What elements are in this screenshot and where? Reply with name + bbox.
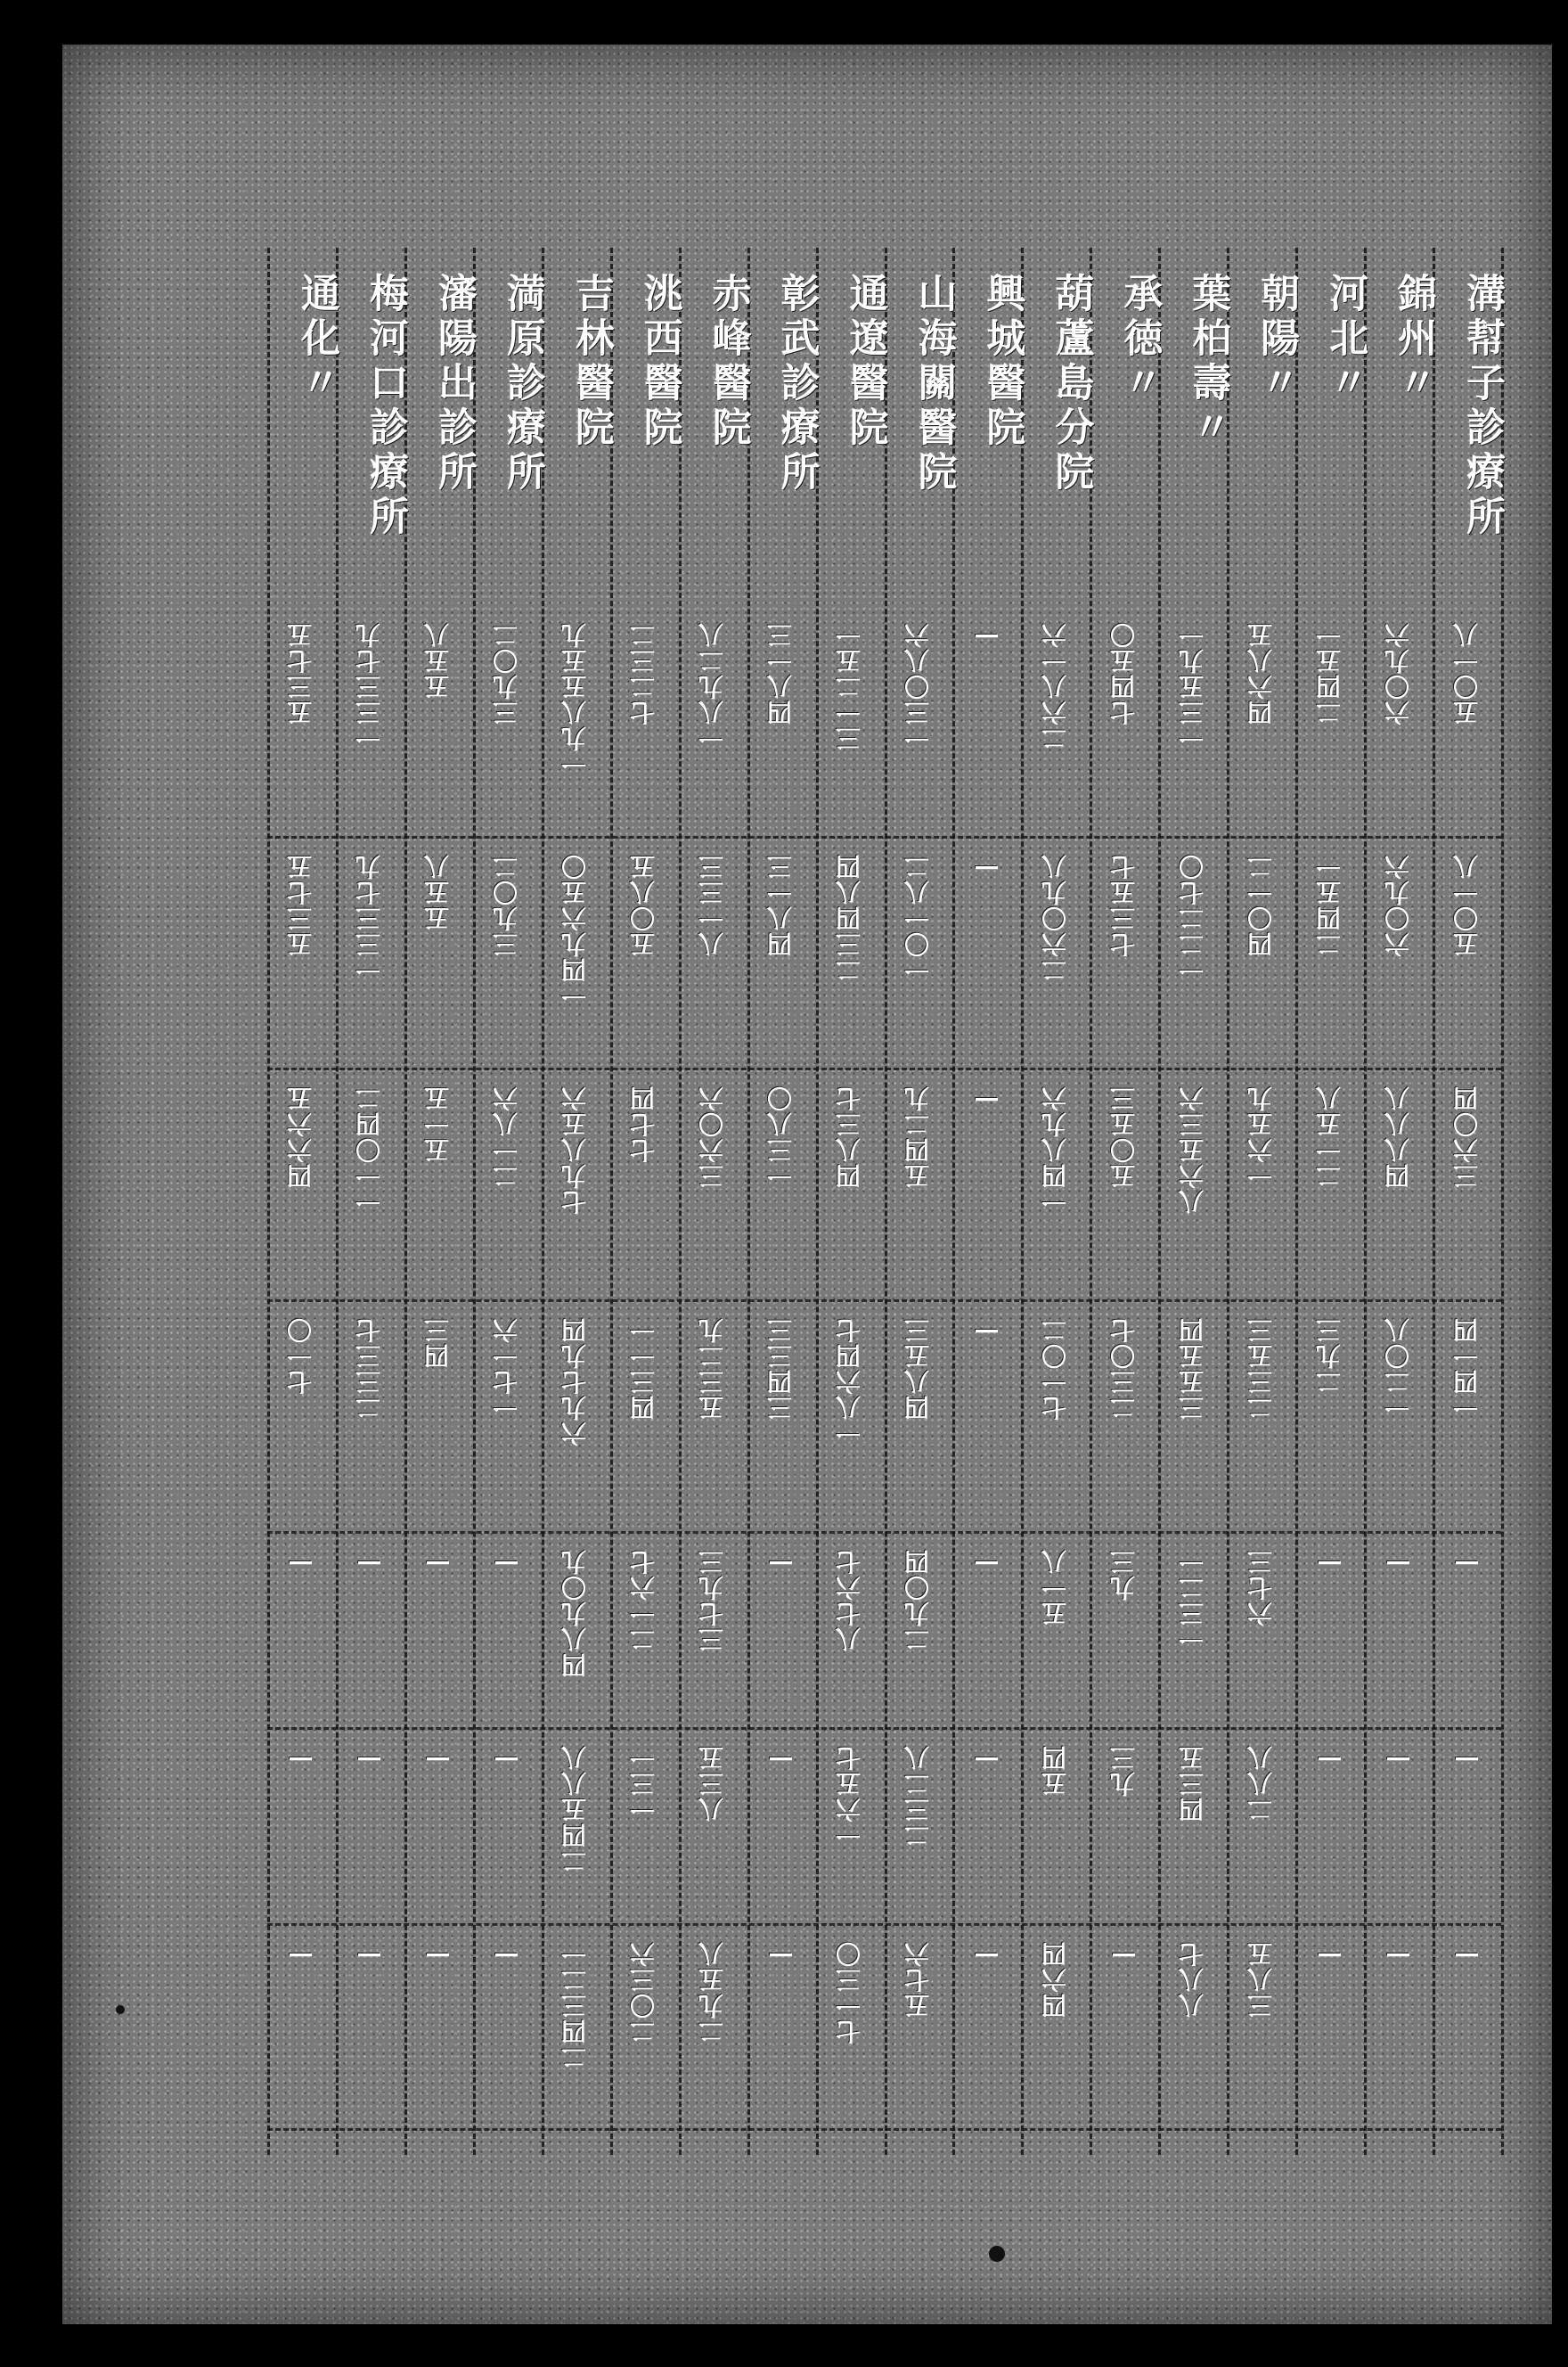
value-cell [1227, 1085, 1295, 1282]
value-text: 一三三七九 [355, 622, 385, 751]
value-text: 四八五三 [902, 1317, 933, 1421]
value-text: — [355, 1549, 385, 1579]
statistics-table [267, 248, 1505, 2155]
value-text: — [971, 1085, 1001, 1116]
value-text: — [492, 1745, 522, 1775]
value-cell [1364, 1941, 1433, 2110]
value-text: — [1451, 1745, 1482, 1775]
value-text: 三九〇二 [492, 854, 522, 957]
facility-name: 吉林醫院 [568, 273, 614, 451]
value-cell [679, 1941, 747, 2110]
value-text: 三七九三 [698, 1549, 728, 1652]
value-cell [1295, 1549, 1364, 1709]
value-text: 一六五七 [835, 1745, 865, 1848]
value-text: — [971, 1549, 1001, 1579]
value-text: 五五八 [423, 622, 453, 700]
value-cell [679, 1085, 747, 1282]
facility-name: 満原診療所 [499, 273, 545, 496]
value-text: 七一三〇 [835, 1941, 865, 2044]
facility-name: 通遼醫院 [842, 273, 888, 451]
facility-name: 瀋陽出診所 [430, 273, 477, 496]
value-text: 五〇一八 [1451, 854, 1482, 957]
value-text: — [971, 854, 1001, 884]
value-cell [885, 1085, 953, 1282]
value-cell [610, 854, 679, 1050]
value-text: — [1314, 1745, 1344, 1775]
value-cell [1227, 1549, 1295, 1709]
value-cell [816, 1745, 885, 1905]
value-cell [1433, 1745, 1501, 1905]
value-cell [336, 1941, 404, 2110]
value-text: — [423, 1745, 453, 1775]
value-text: 九三 [1108, 1549, 1139, 1601]
value-text: 八八七 [1177, 1941, 1207, 2019]
facility-name: 河北〃 [1322, 273, 1368, 406]
value-text: 四八九〇九 [560, 1549, 591, 1678]
value-text: 二九五八 [698, 1941, 728, 2044]
value-cell [679, 854, 747, 1050]
value-text: — [355, 1941, 385, 1971]
value-cell [747, 854, 816, 1050]
value-cell [1364, 622, 1433, 818]
table-column [473, 248, 545, 2155]
value-cell [1295, 1941, 1364, 2110]
value-text: 七一〇二 [1040, 1317, 1070, 1421]
value-text: 二四五一 [1314, 854, 1344, 957]
document-page [62, 45, 1552, 2324]
table-column [610, 248, 682, 2155]
value-cell [1021, 1317, 1090, 1513]
value-cell [267, 1085, 336, 1282]
value-cell [1433, 1085, 1501, 1282]
table-column [747, 248, 820, 2155]
value-cell [952, 1549, 1021, 1709]
value-text: — [1383, 1941, 1413, 1971]
value-text: 一三八〇 [766, 1085, 796, 1189]
table-column [542, 248, 614, 2155]
value-text: 二三〇七 [1108, 1317, 1139, 1421]
value-text: 八三五 [698, 1745, 728, 1822]
value-text: — [1383, 1745, 1413, 1775]
value-text: 一三一 [629, 1745, 659, 1822]
value-cell [404, 1085, 473, 1282]
value-text: 一八六四七 [835, 1317, 865, 1446]
value-text: 一四八九六 [1040, 1085, 1070, 1215]
value-text: 一一〇四二 [355, 1085, 385, 1215]
value-cell [473, 1085, 542, 1282]
value-text: 五四二九 [902, 1085, 933, 1189]
value-cell [1433, 622, 1501, 818]
value-cell [610, 1941, 679, 2110]
value-cell [1227, 1745, 1295, 1905]
value-text: 七四五〇 [1108, 622, 1139, 725]
value-text: 一二〇八 [1383, 1317, 1413, 1421]
value-text: 七九八五六 [560, 1085, 591, 1215]
value-text: — [766, 1941, 796, 1971]
value-cell [1158, 1085, 1227, 1282]
value-text: 五一五 [423, 1085, 453, 1163]
value-cell [885, 1745, 953, 1905]
value-text: 四三五 [1177, 1745, 1207, 1822]
value-text: 二三三七 [355, 1317, 385, 1421]
value-cell [885, 1941, 953, 2110]
value-text: 四八三七 [835, 1085, 865, 1189]
value-cell [1227, 1317, 1295, 1513]
value-cell [1295, 622, 1364, 818]
value-cell [1433, 854, 1501, 1050]
value-text: 二四五八八 [560, 1745, 591, 1874]
value-cell [542, 1745, 610, 1905]
value-cell [1021, 1549, 1090, 1709]
value-cell [404, 622, 473, 818]
facility-name: 溝幇子診療所 [1458, 273, 1505, 540]
value-text: — [971, 1317, 1001, 1347]
value-text: — [355, 1745, 385, 1775]
value-cell [1364, 1745, 1433, 1905]
value-text: 三五五四 [1177, 1317, 1207, 1421]
value-cell [1295, 1745, 1364, 1905]
value-cell [267, 1317, 336, 1513]
value-cell [885, 1317, 953, 1513]
value-cell [679, 1745, 747, 1905]
value-text: — [286, 1549, 316, 1579]
value-cell [267, 854, 336, 1050]
value-text: — [1451, 1941, 1482, 1971]
value-cell [473, 854, 542, 1050]
value-cell [542, 854, 610, 1050]
value-cell [542, 1549, 610, 1709]
value-text: 五三七五 [286, 622, 316, 725]
value-cell [816, 622, 885, 818]
table-column [1364, 248, 1437, 2155]
value-cell [1295, 854, 1364, 1050]
value-cell [816, 1941, 885, 2110]
value-cell [610, 1317, 679, 1513]
value-text: 五〇五三 [1108, 1085, 1139, 1189]
value-cell [1433, 1941, 1501, 2110]
value-cell [267, 622, 336, 818]
value-cell [1021, 1745, 1090, 1905]
value-cell [816, 1317, 885, 1513]
value-cell [952, 1745, 1021, 1905]
value-cell [1364, 854, 1433, 1050]
value-text: — [1314, 1549, 1344, 1579]
value-text: — [492, 1549, 522, 1579]
value-cell [473, 622, 542, 818]
value-cell [336, 1317, 404, 1513]
table-column [816, 248, 888, 2155]
value-text: 六七三 [1245, 1549, 1276, 1626]
value-cell [952, 622, 1021, 818]
value-cell [473, 1745, 542, 1905]
value-cell [473, 1317, 542, 1513]
value-cell [336, 854, 404, 1050]
value-text: 四八八八 [1383, 1085, 1413, 1189]
value-text: — [766, 1549, 796, 1579]
value-text: 一三二一 [1177, 1549, 1207, 1652]
value-text: 九三 [1108, 1745, 1139, 1797]
value-cell [542, 622, 610, 818]
value-cell [1158, 1317, 1227, 1513]
value-text: — [492, 1941, 522, 1971]
value-cell [1433, 1549, 1501, 1709]
value-text: 五七六 [902, 1941, 933, 2019]
value-text: 二六八一六 [1040, 622, 1070, 751]
value-text: 二八八 [1245, 1745, 1276, 1822]
value-text: 五三七五 [286, 854, 316, 957]
value-text: 三九〇二 [492, 622, 522, 725]
value-cell [404, 1317, 473, 1513]
value-text: — [1451, 1549, 1482, 1579]
value-text: 二九三 [1314, 1317, 1344, 1395]
value-text: 三一二五一 [835, 622, 865, 751]
value-text: 四六六五 [286, 1085, 316, 1189]
facility-name: 興城醫院 [979, 273, 1025, 451]
facility-name: 赤峰醫院 [705, 273, 751, 451]
table-column [885, 248, 957, 2155]
value-text: 五四 [1040, 1745, 1070, 1797]
value-text: 一六五九 [1245, 1085, 1276, 1189]
value-cell [404, 1745, 473, 1905]
value-text: 四六八五 [1245, 622, 1276, 725]
value-text: 七三五七 [1108, 854, 1139, 957]
value-text: 四三一一 [629, 1317, 659, 1421]
value-cell [1090, 1085, 1158, 1282]
value-text: 一三五九一 [1177, 622, 1207, 751]
value-cell [747, 1317, 816, 1513]
value-cell [747, 1745, 816, 1905]
value-cell [473, 1941, 542, 2110]
value-cell [542, 1085, 610, 1282]
facility-name: 彰武診療所 [773, 273, 820, 496]
value-cell [1090, 1549, 1158, 1709]
table-column [1433, 248, 1505, 2155]
value-text: 二三二八 [902, 1745, 933, 1848]
value-text: 一四九六五〇 [560, 854, 591, 1009]
table-column [1090, 248, 1163, 2155]
value-cell [336, 1745, 404, 1905]
value-text: 六〇九六 [1383, 854, 1413, 957]
value-cell [1021, 1941, 1090, 2110]
facility-name: 葫蘆島分院 [1048, 273, 1094, 496]
value-text: 五〇一八 [1451, 622, 1482, 725]
table-column [404, 248, 477, 2155]
value-text: 四八一三 [766, 854, 796, 957]
value-text: 五五八 [423, 854, 453, 931]
facility-name: 通化〃 [293, 273, 339, 406]
value-text: 二三四八四 [835, 854, 865, 983]
value-cell [267, 1941, 336, 2110]
value-cell [336, 1549, 404, 1709]
value-text: 一八九二八 [698, 622, 728, 751]
value-cell [1021, 622, 1090, 818]
value-text: 六〇九六 [1383, 622, 1413, 725]
table-column [1227, 248, 1300, 2155]
ink-spot [989, 2246, 1005, 2262]
value-text: 二四五一 [1314, 622, 1344, 725]
value-text: 七一〇 [286, 1317, 316, 1395]
value-cell [1090, 1745, 1158, 1905]
value-cell [679, 1549, 747, 1709]
facility-name: 朝陽〃 [1254, 273, 1300, 406]
table-column [267, 248, 339, 2155]
value-text: 四三 [423, 1317, 453, 1369]
value-cell [404, 1941, 473, 2110]
value-text: 二一五八 [1314, 1085, 1344, 1189]
facility-name: 梅河口診療所 [362, 273, 408, 540]
value-text: 五〇八五 [629, 854, 659, 957]
value-text: 一〇一八二 [902, 854, 933, 983]
value-cell [816, 1549, 885, 1709]
value-cell [952, 1085, 1021, 1282]
value-cell [267, 1745, 336, 1905]
value-cell [1227, 854, 1295, 1050]
value-cell [816, 1085, 885, 1282]
value-text: 二六〇九八 [1040, 854, 1070, 983]
value-text: 四八一三 [766, 622, 796, 725]
value-text: — [1383, 1549, 1413, 1579]
value-text: 一三〇八六 [902, 622, 933, 751]
value-cell [885, 622, 953, 818]
value-text: 八一三三 [698, 854, 728, 957]
value-cell [473, 1549, 542, 1709]
value-cell [1158, 1549, 1227, 1709]
value-text: 八七六七 [835, 1549, 865, 1652]
value-cell [1021, 1085, 1090, 1282]
value-cell [610, 1549, 679, 1709]
facility-name: 錦州〃 [1391, 273, 1437, 406]
value-text: 二九〇四 [902, 1549, 933, 1652]
value-cell [952, 1317, 1021, 1513]
value-cell [1158, 1745, 1227, 1905]
value-cell [1295, 1317, 1364, 1513]
value-text: 一七一六 [492, 1317, 522, 1421]
value-cell [885, 854, 953, 1050]
value-text: 七七四 [629, 1085, 659, 1163]
value-text: 一九八五五九 [560, 622, 591, 777]
value-cell [610, 622, 679, 818]
value-cell [679, 622, 747, 818]
value-cell [1158, 854, 1227, 1050]
value-cell [610, 1085, 679, 1282]
value-text: — [971, 1941, 1001, 1971]
value-text: 五一八 [1040, 1549, 1070, 1626]
value-cell [1021, 854, 1090, 1050]
value-cell [747, 1549, 816, 1709]
value-text: — [286, 1745, 316, 1775]
value-cell [542, 1317, 610, 1513]
value-text: 三八五 [1245, 1941, 1276, 2019]
value-cell [404, 1549, 473, 1709]
value-text: 三六〇六 [698, 1085, 728, 1189]
value-cell [336, 622, 404, 818]
value-text: 四〇一二 [1245, 854, 1276, 957]
value-cell [610, 1745, 679, 1905]
value-cell [747, 1941, 816, 2110]
value-cell [679, 1317, 747, 1513]
value-text: 一三三七九 [355, 854, 385, 983]
value-cell [1090, 1941, 1158, 2110]
value-cell [1090, 1317, 1158, 1513]
value-cell [1364, 1317, 1433, 1513]
facility-name: 承徳〃 [1116, 273, 1163, 406]
value-cell [1090, 622, 1158, 818]
value-text: 六九七九四 [560, 1317, 591, 1446]
value-text: 二一六七 [629, 1549, 659, 1652]
value-cell [952, 854, 1021, 1050]
value-cell [336, 1085, 404, 1282]
value-cell [1433, 1317, 1501, 1513]
value-cell [1227, 1941, 1295, 2110]
value-text: 二三五三 [1245, 1317, 1276, 1421]
value-text: — [423, 1941, 453, 1971]
value-text: — [1314, 1941, 1344, 1971]
table-column [1295, 248, 1368, 2155]
value-text: 一四一四 [1451, 1317, 1482, 1421]
value-cell [1364, 1549, 1433, 1709]
value-cell [1158, 622, 1227, 818]
table-column [336, 248, 408, 2155]
value-text: — [423, 1549, 453, 1579]
value-text: 二〇三六 [629, 1941, 659, 2044]
value-cell [1227, 622, 1295, 818]
value-cell [1090, 854, 1158, 1050]
value-cell [885, 1549, 953, 1709]
value-text: — [971, 622, 1001, 652]
value-cell [1364, 1085, 1433, 1282]
value-text: 一二二七〇 [1177, 854, 1207, 983]
value-cell [952, 1941, 1021, 2110]
table-column [679, 248, 751, 2155]
value-cell [1295, 1085, 1364, 1282]
value-text: 四六四 [1040, 1941, 1070, 2019]
value-text: 二四三二一 [560, 1941, 591, 2070]
value-text: 三四三三 [766, 1317, 796, 1421]
facility-name: 山海關醫院 [911, 273, 957, 496]
table-column [952, 248, 1025, 2155]
value-cell [542, 1941, 610, 2110]
value-text: 二一八六 [492, 1085, 522, 1189]
value-text: 八六五三六 [1177, 1085, 1207, 1215]
value-text: — [766, 1745, 796, 1775]
value-text: — [971, 1745, 1001, 1775]
value-cell [267, 1549, 336, 1709]
facility-name: 葉柏壽〃 [1185, 273, 1231, 451]
value-text: 七二三二 [629, 622, 659, 725]
value-cell [816, 854, 885, 1050]
table-column [1158, 248, 1231, 2155]
value-cell [747, 1085, 816, 1282]
value-text: 五三二九 [698, 1317, 728, 1421]
value-text: — [1108, 1941, 1139, 1971]
value-text: — [286, 1941, 316, 1971]
ink-spot [116, 2005, 125, 2014]
value-text: 三六〇四 [1451, 1085, 1482, 1189]
value-cell [747, 622, 816, 818]
facility-name: 洮西醫院 [636, 273, 682, 451]
value-cell [1158, 1941, 1227, 2110]
value-cell [404, 854, 473, 1050]
table-column [1021, 248, 1094, 2155]
